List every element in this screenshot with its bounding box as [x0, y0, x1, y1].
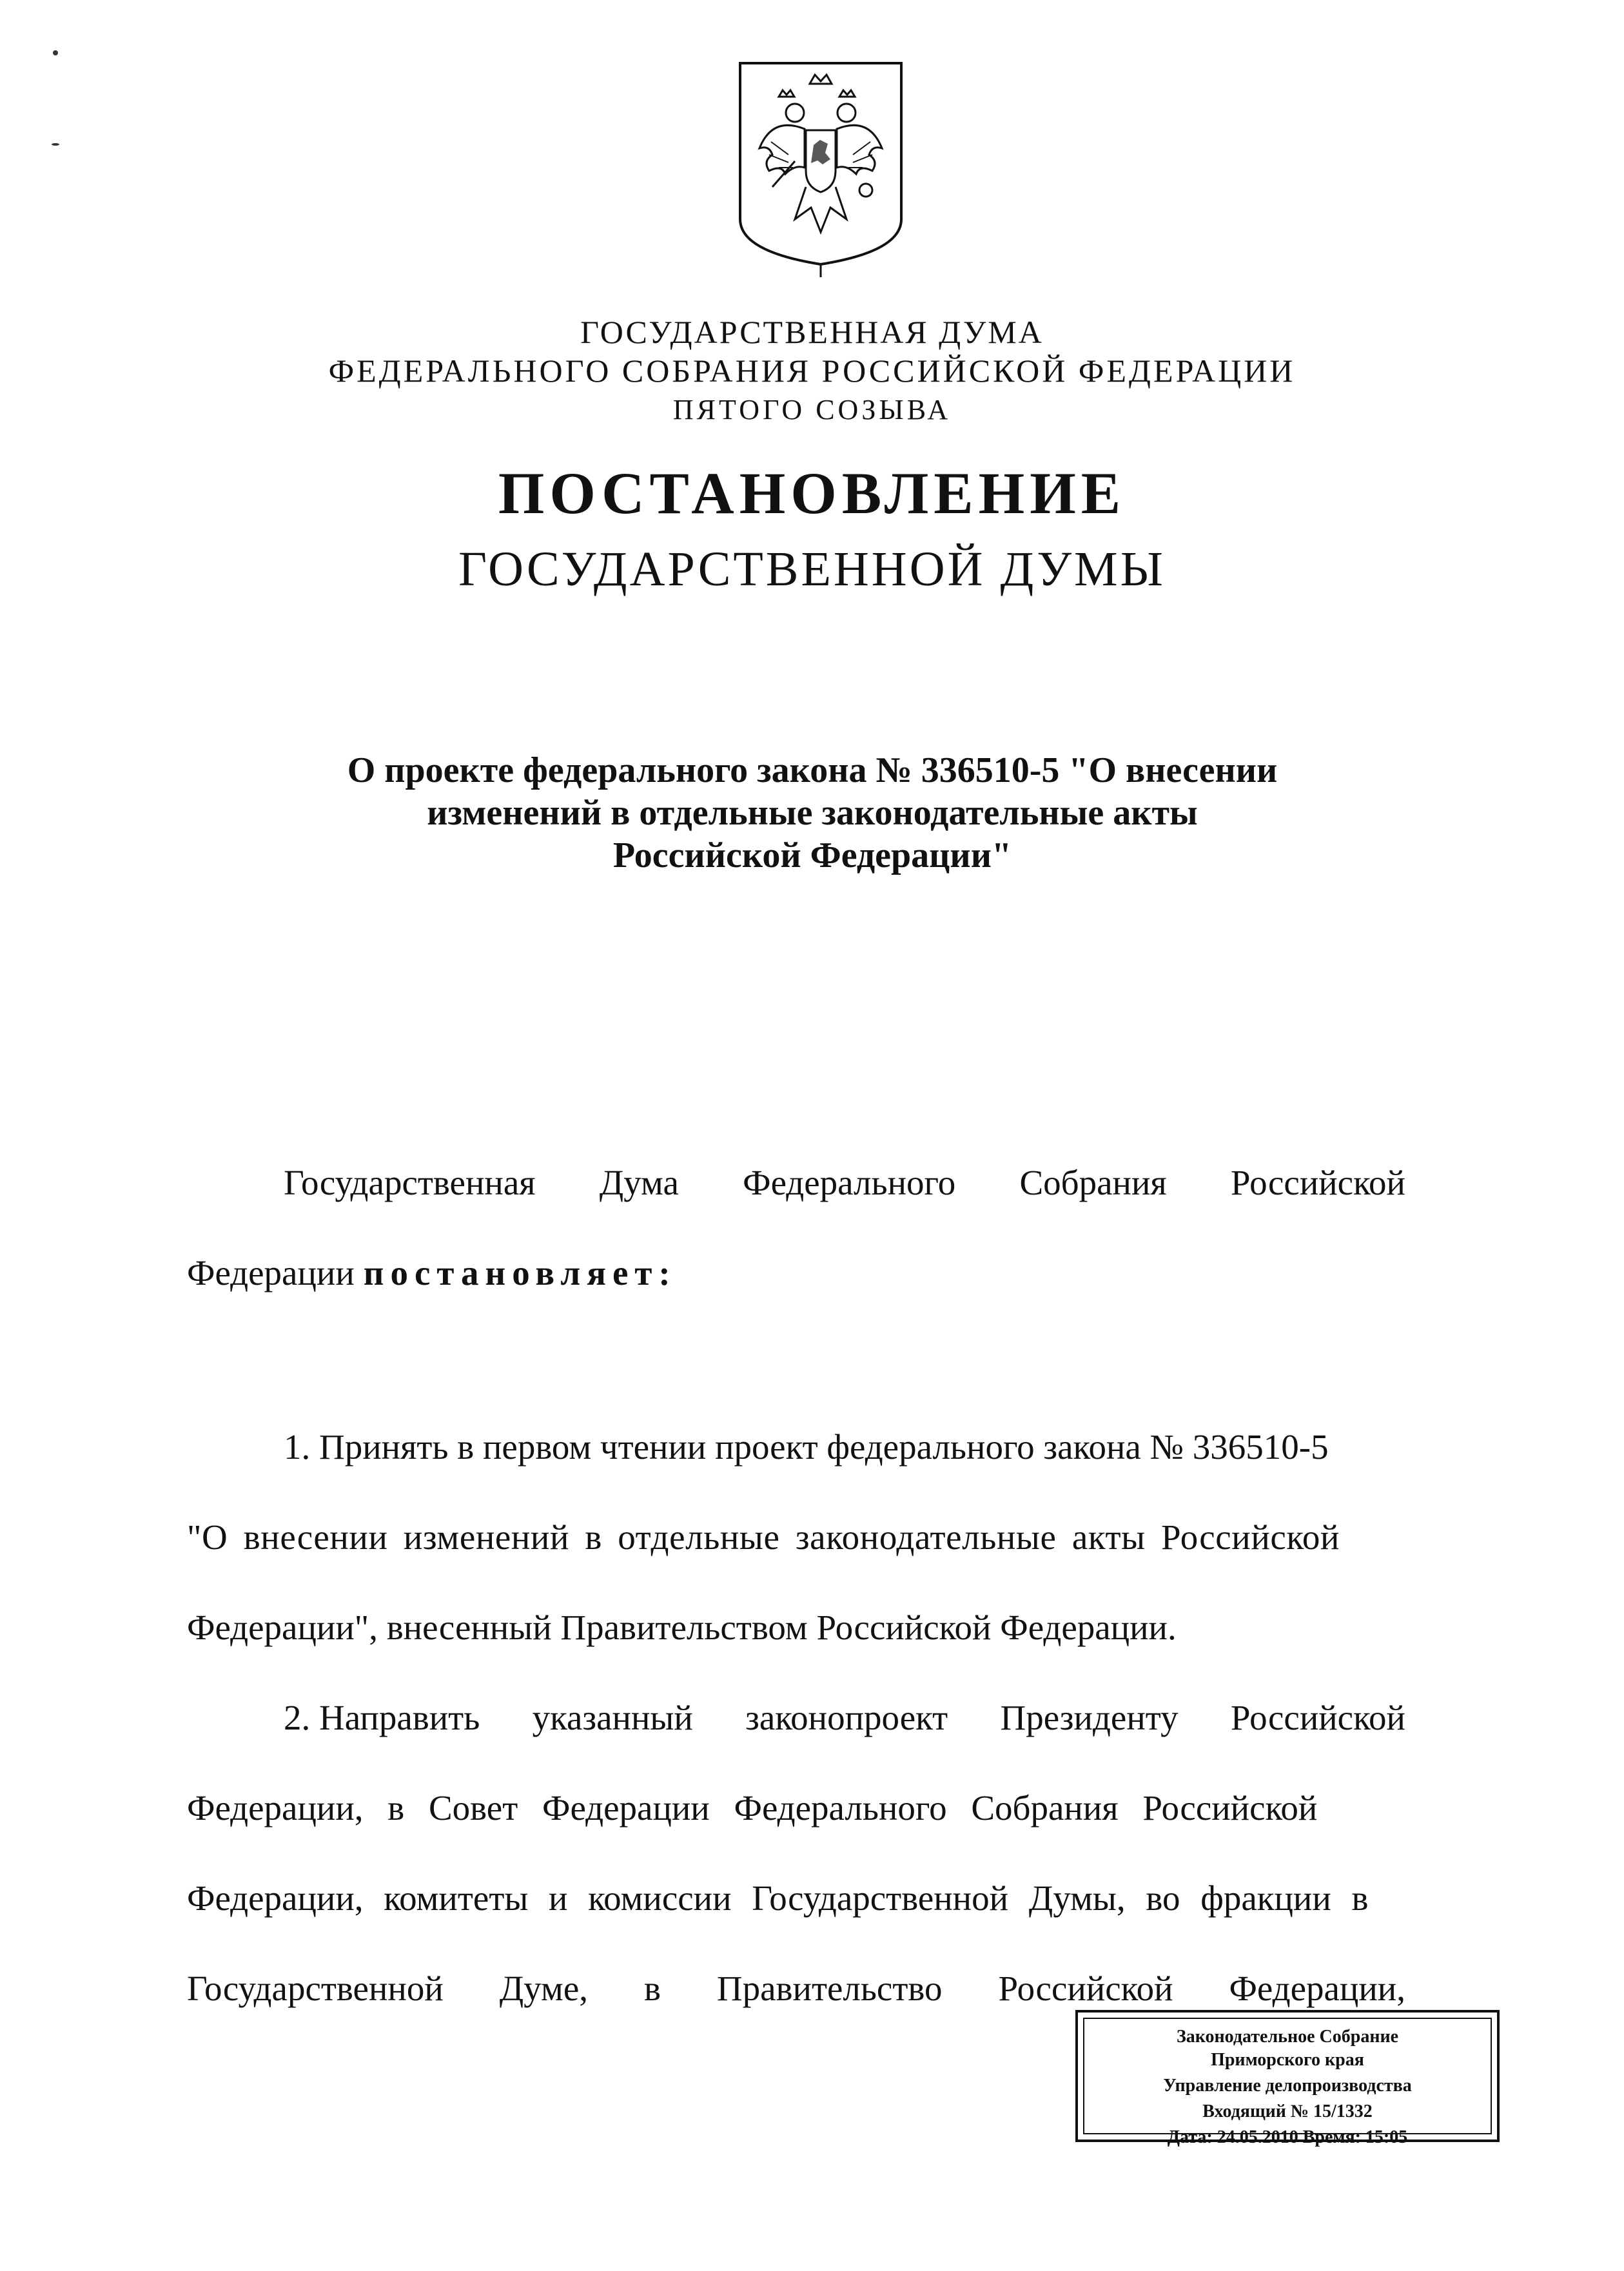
subject-line: изменений в отдельные законодательные акты [427, 793, 1198, 833]
scan-speck [52, 143, 59, 146]
preamble-line [187, 1251, 1405, 1341]
registration-stamp [1075, 2010, 1500, 2147]
preamble-word: Российской [1230, 1163, 1405, 1202]
header-convocation: ПЯТОГО СОЗЫВА [672, 394, 952, 425]
item-word: в [643, 1969, 661, 2008]
preamble-word: Собрания [1019, 1163, 1167, 1202]
document-subtitle: ГОСУДАРСТВЕННОЙ ДУМЫ [458, 542, 1166, 596]
item-word: Государственной [187, 1969, 444, 2008]
stamp-line: Приморского края [1211, 2050, 1364, 2070]
stamp-line: Управление делопроизводства [1163, 2076, 1412, 2096]
item-2-paragraph [187, 1695, 1405, 2056]
coat-of-arms-emblem [734, 58, 908, 280]
item-word: Президенту [1000, 1698, 1179, 1737]
preamble-word: Дума [599, 1163, 679, 1202]
document-title: ПОСТАНОВЛЕНИЕ [498, 460, 1126, 526]
item-word: Думе, [499, 1969, 588, 2008]
preamble-text: Федерации [187, 1253, 355, 1292]
item-line: 1. Принять в первом чтении проект федерального закона № 336510-5 [284, 1427, 1329, 1467]
preamble-line [187, 1160, 1405, 1251]
item-line: "О внесении изменений в отдельные законодательные акты Российской [187, 1517, 1340, 1557]
item-line [187, 1695, 1405, 1786]
stamp-line: Входящий № 15/1332 [1202, 2101, 1373, 2121]
item-word: Федерации, [1229, 1969, 1405, 2008]
scan-speck [53, 50, 58, 55]
item-word: 2. Направить [284, 1698, 480, 1737]
item-word: Российской [998, 1969, 1173, 2008]
resolves-keyword: постановляет: [363, 1253, 677, 1292]
item-word: указанный [532, 1698, 693, 1737]
item-line: Федерации, в Совет Федерации Федерального Собрания Российской [187, 1788, 1318, 1828]
item-word: Российской [1230, 1698, 1405, 1737]
preamble-word: Федерального [743, 1163, 956, 1202]
item-word: законопроект [745, 1698, 948, 1737]
stamp-line: Законодательное Собрание [1176, 2027, 1399, 2047]
item-line: Федерации", внесенный Правительством Российской Федерации. [187, 1608, 1177, 1647]
subject-line: О проекте федерального закона № 336510-5 "О внесении [347, 750, 1278, 790]
item-line: Федерации, комитеты и комиссии Государственной Думы, во фракции в [187, 1878, 1369, 1918]
preamble-paragraph [187, 1160, 1405, 1341]
item-word: Правительство [716, 1969, 943, 2008]
item-1-paragraph [187, 1425, 1405, 1695]
subject-heading [258, 749, 1367, 877]
stamp-frame [1083, 2018, 1492, 2147]
header-duma: ГОСУДАРСТВЕННАЯ ДУМА [580, 314, 1044, 350]
header-federal-assembly: ФЕДЕРАЛЬНОГО СОБРАНИЯ РОССИЙСКОЙ ФЕДЕРАЦИИ [328, 353, 1296, 389]
stamp-line: Дата: 24.05.2010 Время: 15:05 [1167, 2127, 1408, 2147]
subject-line: Российской Федерации" [612, 835, 1012, 875]
preamble-word: Государственная [284, 1163, 536, 1202]
